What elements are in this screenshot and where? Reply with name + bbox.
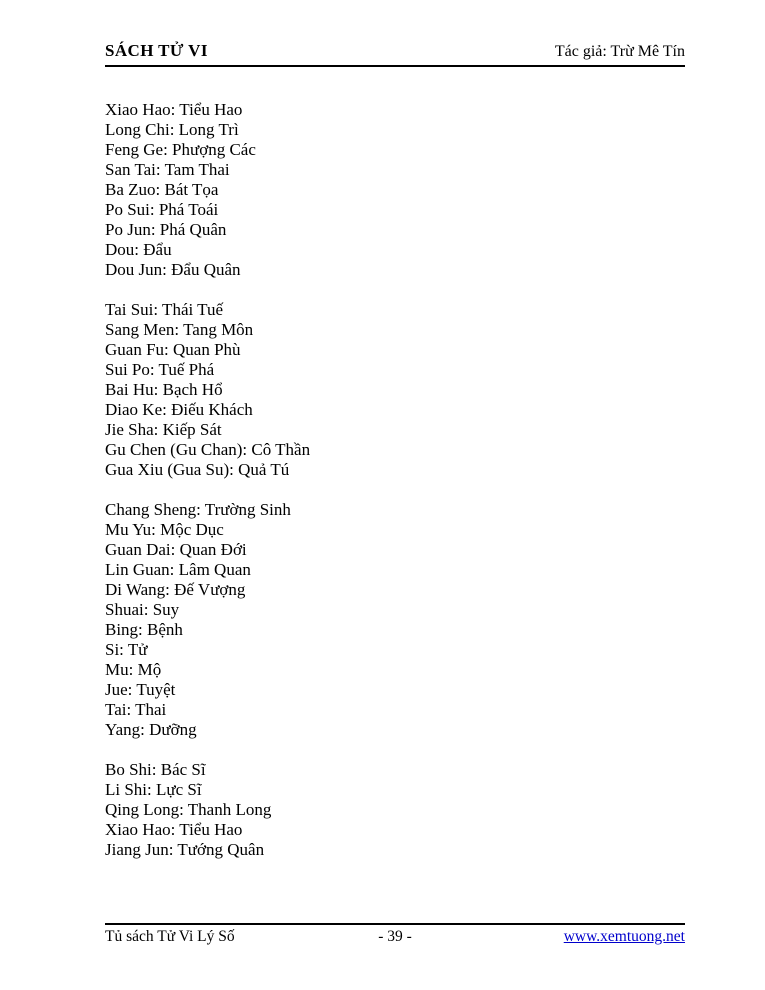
term-line: Po Sui: Phá Toái — [105, 200, 219, 219]
term-line: Si: Tử — [105, 640, 148, 659]
term-line: Tai Sui: Thái Tuế — [105, 300, 223, 319]
term-line: Li Shi: Lực Sĩ — [105, 780, 202, 799]
term-line: Mu: Mộ — [105, 660, 162, 679]
term-line: Gua Xiu (Gua Su): Quả Tú — [105, 460, 290, 479]
page-header — [105, 41, 685, 67]
term-group — [105, 760, 310, 860]
book-title: SÁCH TỬ VI — [105, 41, 208, 60]
term-line: Bo Shi: Bác Sĩ — [105, 760, 206, 779]
term-line: Mu Yu: Mộc Dục — [105, 520, 224, 539]
term-list — [105, 100, 310, 880]
term-line: Lin Guan: Lâm Quan — [105, 560, 251, 579]
term-line: San Tai: Tam Thai — [105, 160, 230, 179]
footer-series-title: Tủ sách Tử Vi Lý Số — [105, 928, 235, 945]
term-group — [105, 500, 310, 740]
footer-link[interactable]: www.xemtuong.net — [563, 928, 685, 945]
term-line: Shuai: Suy — [105, 600, 180, 619]
term-line: Chang Sheng: Trường Sinh — [105, 500, 291, 519]
term-line: Sang Men: Tang Môn — [105, 320, 254, 339]
term-line: Po Jun: Phá Quân — [105, 220, 227, 239]
term-line: Jie Sha: Kiếp Sát — [105, 420, 222, 439]
author-credit: Tác giả: Trừ Mê Tín — [554, 43, 685, 60]
term-line: Feng Ge: Phượng Các — [105, 140, 256, 159]
footer-link-cell — [492, 928, 685, 946]
term-line: Jue: Tuyệt — [105, 680, 176, 699]
term-line: Qing Long: Thanh Long — [105, 800, 272, 819]
term-group — [105, 100, 310, 280]
term-line: Jiang Jun: Tướng Quân — [105, 840, 265, 859]
term-line: Sui Po: Tuế Phá — [105, 360, 215, 379]
term-line: Ba Zuo: Bát Tọa — [105, 180, 219, 199]
term-line: Dou: Đẩu — [105, 240, 172, 259]
term-line: Di Wang: Đế Vượng — [105, 580, 246, 599]
term-line: Bai Hu: Bạch Hổ — [105, 380, 223, 399]
term-line: Guan Fu: Quan Phù — [105, 340, 241, 359]
term-line: Diao Ke: Điếu Khách — [105, 400, 253, 419]
term-line: Xiao Hao: Tiểu Hao — [105, 100, 243, 119]
term-line: Guan Dai: Quan Đới — [105, 540, 247, 559]
term-line: Gu Chen (Gu Chan): Cô Thần — [105, 440, 311, 459]
page-footer — [105, 923, 685, 946]
term-line: Long Chi: Long Trì — [105, 120, 239, 139]
term-line: Dou Jun: Đẩu Quân — [105, 260, 241, 279]
term-line: Xiao Hao: Tiểu Hao — [105, 820, 243, 839]
term-group — [105, 300, 310, 480]
term-line: Bing: Bệnh — [105, 620, 183, 639]
term-line: Yang: Dưỡng — [105, 720, 197, 739]
page-number: - 39 - — [378, 928, 412, 945]
term-line: Tai: Thai — [105, 700, 167, 719]
